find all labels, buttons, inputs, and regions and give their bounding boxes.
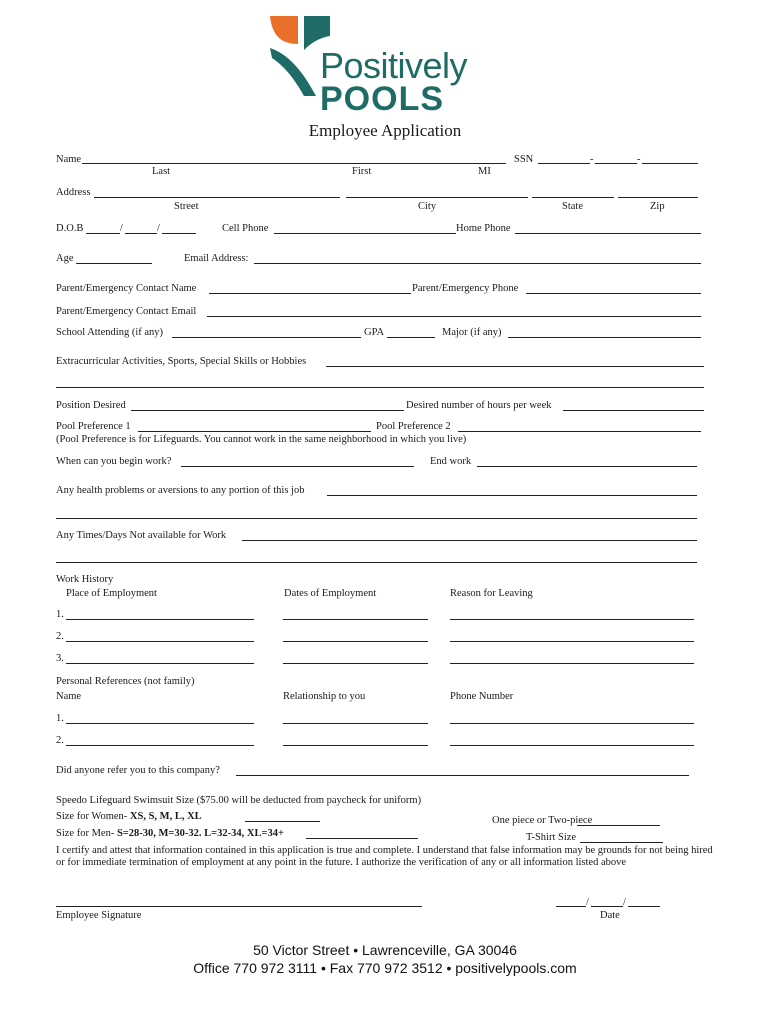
- unavailable-times-field[interactable]: [242, 540, 697, 541]
- reference-1-relationship-field[interactable]: [283, 723, 428, 724]
- logo-wordmark-positively: Positively: [320, 45, 468, 86]
- zip-sublabel: Zip: [650, 201, 665, 212]
- women-size-prefix: Size for Women-: [56, 811, 130, 822]
- pool-pref-2-field[interactable]: [458, 431, 701, 432]
- hours-label: Desired number of hours per week: [406, 400, 552, 411]
- logo-orange-shape: [270, 16, 298, 44]
- men-size-options: S=28-30, M=30-32. L=32-34, XL=34+: [116, 828, 284, 839]
- dates-of-employment-header: Dates of Employment: [284, 588, 377, 599]
- tshirt-size-field[interactable]: [580, 842, 663, 843]
- ssn-label: SSN: [514, 154, 534, 165]
- ssn-part3-field[interactable]: [642, 163, 698, 164]
- health-field[interactable]: [327, 495, 697, 496]
- pool-pref-note: (Pool Preference is for Lifeguards. You cannot work in the same neighborhood in which you live): [56, 434, 467, 445]
- work-row-number: 1.: [56, 609, 64, 620]
- unavailable-times-field-line2[interactable]: [56, 562, 697, 563]
- home-phone-label: Home Phone: [456, 223, 511, 234]
- references-heading: Personal References (not family): [56, 676, 195, 687]
- signature-field[interactable]: [56, 906, 422, 907]
- ssn-dash: -: [637, 154, 641, 165]
- home-phone-field[interactable]: [515, 233, 701, 234]
- women-size-options: XS, S, M, L, XL: [129, 811, 202, 822]
- cell-phone-label: Cell Phone: [222, 223, 269, 234]
- men-size-prefix: Size for Men-: [56, 828, 117, 839]
- email-field[interactable]: [254, 263, 701, 264]
- emergency-name-field[interactable]: [209, 293, 411, 294]
- date-slash: /: [623, 897, 626, 908]
- signature-label: Employee Signature: [56, 910, 142, 921]
- date-year-field[interactable]: [628, 906, 660, 907]
- reference-1-name-field[interactable]: [66, 723, 254, 724]
- extracurricular-label: Extracurricular Activities, Sports, Special Skills or Hobbies: [56, 356, 307, 367]
- footer-contact: Office 770 972 3111 • Fax 770 972 3512 • positivelypools.com: [193, 960, 577, 976]
- men-size-label: [56, 829, 284, 840]
- reference-2-relationship-field[interactable]: [283, 745, 428, 746]
- gpa-label: GPA: [364, 327, 385, 338]
- street-field[interactable]: [94, 197, 340, 198]
- extracurricular-field-line2[interactable]: [56, 387, 704, 388]
- unavailable-times-label: Any Times/Days Not available for Work: [56, 530, 227, 541]
- dob-slash: /: [157, 223, 160, 234]
- logo-wordmark-pools: POOLS: [320, 80, 445, 118]
- date-month-field[interactable]: [556, 906, 586, 907]
- first-sublabel: First: [352, 166, 372, 177]
- page-title: Employee Application: [308, 121, 462, 140]
- tshirt-size-label: T-Shirt Size: [526, 832, 577, 843]
- work-3-dates-field[interactable]: [283, 663, 428, 664]
- cell-phone-field[interactable]: [274, 233, 456, 234]
- dob-slash: /: [120, 223, 123, 234]
- dob-year-field[interactable]: [162, 233, 196, 234]
- emergency-email-field[interactable]: [207, 316, 701, 317]
- school-field[interactable]: [172, 337, 361, 338]
- last-sublabel: Last: [152, 166, 171, 177]
- work-2-dates-field[interactable]: [283, 641, 428, 642]
- email-label: Email Address:: [184, 253, 249, 264]
- one-piece-field[interactable]: [577, 825, 660, 826]
- position-label: Position Desired: [56, 400, 126, 411]
- work-1-place-field[interactable]: [66, 619, 254, 620]
- work-3-reason-field[interactable]: [450, 663, 694, 664]
- emergency-name-label: Parent/Emergency Contact Name: [56, 283, 197, 294]
- dob-day-field[interactable]: [125, 233, 157, 234]
- relationship-header: Relationship to you: [283, 691, 366, 702]
- major-field[interactable]: [508, 337, 701, 338]
- state-sublabel: State: [562, 201, 583, 212]
- work-2-reason-field[interactable]: [450, 641, 694, 642]
- state-field[interactable]: [532, 197, 614, 198]
- health-label: Any health problems or aversions to any portion of this job: [56, 485, 305, 496]
- city-sublabel: City: [418, 201, 437, 212]
- ssn-part1-field[interactable]: [538, 163, 590, 164]
- work-2-place-field[interactable]: [66, 641, 254, 642]
- reference-name-header: Name: [56, 691, 82, 702]
- begin-work-field[interactable]: [181, 466, 414, 467]
- emergency-email-label: Parent/Emergency Contact Email: [56, 306, 197, 317]
- pool-pref-1-label: Pool Preference 1: [56, 421, 131, 432]
- name-label: Name: [56, 154, 82, 165]
- logo-teal-swoosh: [270, 48, 316, 96]
- ssn-dash: -: [590, 154, 594, 165]
- pool-pref-2-label: Pool Preference 2: [376, 421, 451, 432]
- dob-label: D.O.B: [56, 223, 84, 234]
- dob-month-field[interactable]: [86, 233, 120, 234]
- work-3-place-field[interactable]: [66, 663, 254, 664]
- major-label: Major (if any): [442, 327, 502, 338]
- city-field[interactable]: [346, 197, 528, 198]
- zip-field[interactable]: [618, 197, 698, 198]
- begin-work-label: When can you begin work?: [56, 456, 172, 467]
- women-size-label: [56, 812, 202, 823]
- date-slash: /: [586, 897, 589, 908]
- referral-label: Did anyone refer you to this company?: [56, 765, 220, 776]
- reference-2-name-field[interactable]: [66, 745, 254, 746]
- gpa-field[interactable]: [387, 337, 435, 338]
- name-field[interactable]: [82, 163, 506, 164]
- end-work-label: End work: [430, 456, 472, 467]
- reference-row-number: 1.: [56, 713, 64, 724]
- mi-sublabel: MI: [478, 166, 491, 177]
- footer-address: 50 Victor Street • Lawrenceville, GA 30046: [253, 942, 517, 958]
- men-size-field[interactable]: [306, 838, 418, 839]
- swimsuit-label: Speedo Lifeguard Swimsuit Size ($75.00 will be deducted from paycheck for uniform): [56, 795, 422, 806]
- emergency-phone-field[interactable]: [526, 293, 701, 294]
- phone-number-header: Phone Number: [450, 691, 514, 702]
- one-piece-label: One piece or Two-piece: [492, 815, 593, 826]
- emergency-phone-label: Parent/Emergency Phone: [412, 283, 519, 294]
- reference-2-phone-field[interactable]: [450, 745, 694, 746]
- work-row-number: 2.: [56, 631, 64, 642]
- place-of-employment-header: Place of Employment: [66, 588, 157, 599]
- reference-row-number: 2.: [56, 735, 64, 746]
- age-label: Age: [56, 253, 74, 264]
- referral-field[interactable]: [236, 775, 689, 776]
- reason-for-leaving-header: Reason for Leaving: [450, 588, 533, 599]
- work-1-reason-field[interactable]: [450, 619, 694, 620]
- work-row-number: 3.: [56, 653, 64, 664]
- street-sublabel: Street: [174, 201, 199, 212]
- pool-pref-1-field[interactable]: [138, 431, 371, 432]
- reference-1-phone-field[interactable]: [450, 723, 694, 724]
- end-work-field[interactable]: [477, 466, 697, 467]
- hours-field[interactable]: [563, 410, 704, 411]
- position-field[interactable]: [131, 410, 404, 411]
- certification-statement: I certify and attest that information contained in this application is true and complete. I understand that false information may be grounds for not being hired or for immediate termination of employment at any point in the future. I authorize the verification of any or all information listed above: [56, 845, 713, 868]
- address-label: Address: [56, 187, 91, 198]
- date-day-field[interactable]: [591, 906, 623, 907]
- ssn-part2-field[interactable]: [595, 163, 637, 164]
- age-field[interactable]: [76, 263, 152, 264]
- health-field-line2[interactable]: [56, 518, 697, 519]
- women-size-field[interactable]: [245, 821, 320, 822]
- date-label: Date: [600, 910, 620, 921]
- school-label: School Attending (if any): [56, 327, 164, 338]
- work-1-dates-field[interactable]: [283, 619, 428, 620]
- extracurricular-field[interactable]: [326, 366, 704, 367]
- work-history-heading: Work History: [56, 574, 114, 585]
